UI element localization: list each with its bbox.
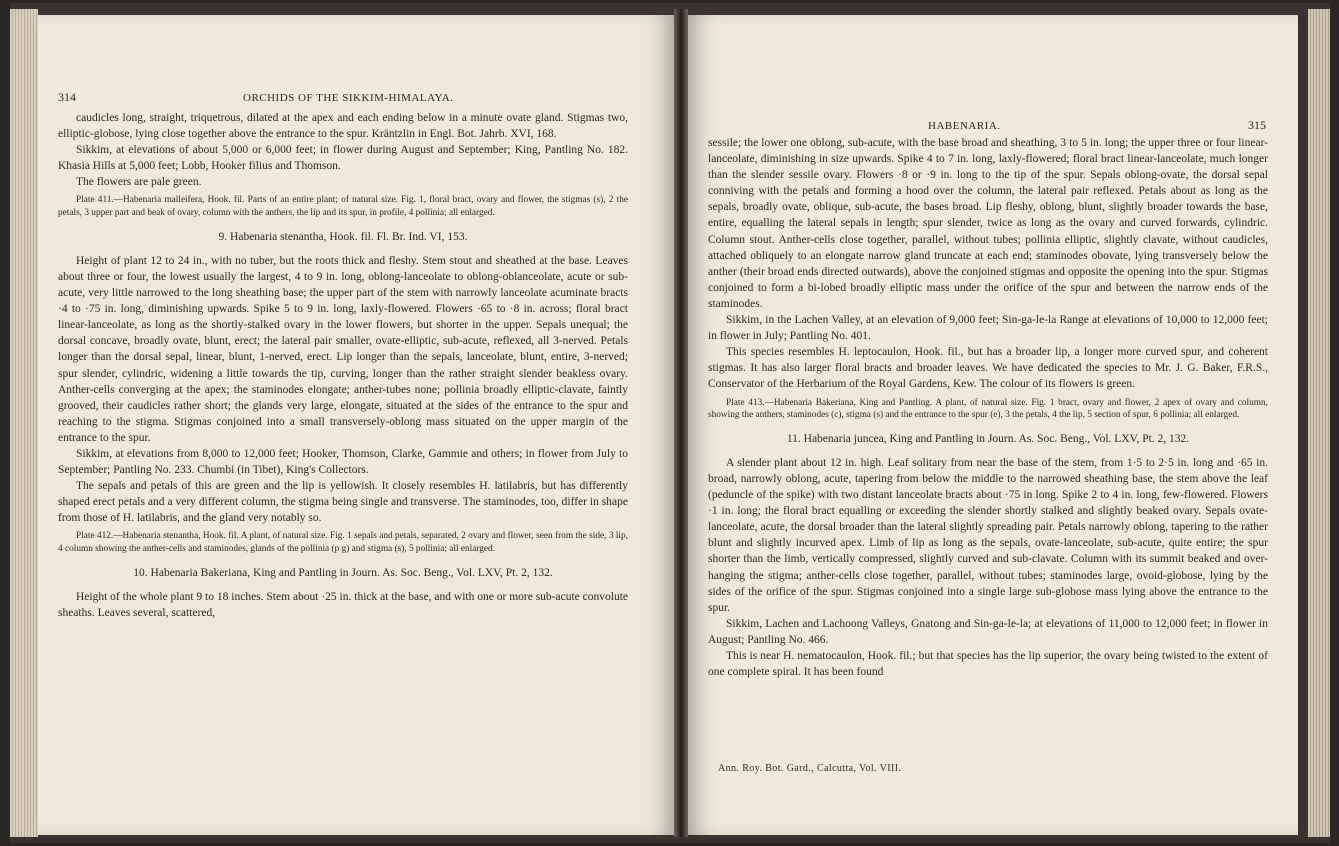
plate-caption: Plate 413.—Habenaria Bakeriana, King and Pantling. A plant, of natural size. Fig. 1 bract, ovary and flower, 2 apex of ovary and column, showing the anthers, staminodes (c), stigma (s) and the entrance to the spur (e), 3 the petals, 4 the lip, 5 section of spur, 6 pollinia; all enlarged. <box>708 397 1268 420</box>
body-paragraph: The sepals and petals of this are green and the lip is yellowish. It closely resembles H. latilabris, but has differently shaped erect petals and a very different column, the stigma being single and transverse. The staminodes, too, differ in shape from those of H. latilabris, and the gland very notably so. <box>58 480 628 525</box>
body-paragraph: sessile; the lower one oblong, sub-acute, with the base broad and sheathing, 3 to 5 in. long; the upper three or four linear-lanceolate, diminishing in size upwards. Spike 4 to 7 in. long, laxly-flowered; floral bract linear-lanceolate, much longer than the slender sessile ovary. Flowers ·8 or ·9 in. long to the tip of the spur. Sepals oblong-ovate, the dorsal sepal conniving with the petals and forming a hood over the column, the lateral pair reflexed. Petals about as long as the sepals, broadly ovate, oblique, sub-acute, the bases broad. Lip fleshy, oblong, blunt, slightly broader towards the base, entire, equalling the lateral sepals in length; spur slender, twice as long as the ovary and curved forwards, cylindric. Column stout. Anther-cells close together, parallel, without tubes; pollinia elliptic, slightly clavate, without caudicles, attached obliquely to an elongate narrow gland truncate at each end; staminodes obovate, lying transversely below the anther (their broad ends directed outwards), above the conjoined stigmas and opposite the opening into the spur. Stigmas conjoined to form a bi-lobed broadly elliptic mass under the orifice of the spur and between the narrow ends of the staminodes. <box>708 137 1268 310</box>
body-paragraph: Sikkim, at elevations from 8,000 to 12,000 feet; Hooker, Thomson, Clarke, Gammie and others; in flower from July to September; Pantling No. 233. Chumbi (in Tibet), King's Collectors. <box>58 448 628 477</box>
left-page-text <box>58 110 628 621</box>
species-heading: 10. Habenaria Bakeriana, King and Pantling in Journ. As. Soc. Beng., Vol. LXV, Pt. 2, 132. <box>133 566 553 579</box>
body-paragraph: A slender plant about 12 in. high. Leaf solitary from near the base of the stem, from 1·5 to 2·5 in. long and ·65 in. broad, narrowly oblong, acute, tapering from below the middle to the narrowed sheathing base, the stem above the leaf (peduncle of the spike) with two distant lanceolate bracts about ·75 in long. Spike 2 to 4 in. long, few-flowered. Flowers ·1 in. long; the floral bract equalling or exceeding the slender shortly stalked and slightly beaked ovary. Sepals ovate-lanceolate, acute, the dorsal broader than the lateral slightly spreading pair. Petals narrowly oblong, tapering to the rather blunt and slightly incurved apex. Limb of lip as long as the sepals, ovate-lanceolate, sub-acute, quite entire; the spur shorter than the limb, vertically compressed, slightly curved and sub-clavate. Column with its summit beaked and over-hanging the stigma; anther-cells close together, parallel, without tubes; staminodes large, ovoid-globose, lying by the sides of the orifice of the spur. Stigmas conjoined into a single large sub-globose mass lying above the entrance to the spur. <box>708 456 1268 614</box>
right-page-edges <box>1308 9 1330 837</box>
running-head: ORCHIDS OF THE SIKKIM-HIMALAYA. <box>243 92 454 104</box>
body-paragraph: Height of plant 12 to 24 in., with no tuber, but the roots thick and fleshy. Stem stout and sheathed at the base. Leaves about three or four, the lowest usually the largest, 4 to 9 in. long, oblong-lanceolate to oblong-oblanceolate, acute or sub-acute, very little narrowed to the long sheathing base; the upper part of the stem with narrowly lanceolate acuminate bracts ·4 to ·75 in. long, diminishing upwards. Spike 5 to 9 in. long, laxly-flowered. Flowers ·65 to ·8 in. across; floral bract linear-lanceolate, as long as the shortly-stalked ovary in the lower flowers, but shorter in the upper. Sepals unequal; the dorsal concave, broadly ovate, blunt, erect; the lateral pair smaller, ovate-elliptic, sub-acute, reflexed, all 3-nerved. Petals longer than the dorsal sepal, linear, blunt, 1-nerved, erect. Lip longer than the sepals, lanceolate, blunt, entire, 3-nerved; spur slender, cylindric, widening a little towards the tip, curving, longer than the rather straight slender beakless ovary. Anther-cells converging at the apex; the staminodes elongate; anther-tubes none; pollinia broadly elliptic-clavate, faintly grooved, their caudicles rather short; the glands very large, elongate, situated at the sides of the entrance to the spur and reaching to the stigma. Stigmas conjoined into a small transversely-oblong mass situated on the upper margin of the entrance to the spur. <box>58 254 628 444</box>
body-paragraph: This is near H. nematocaulon, Hook. fil.; but that species has the lip superior, the ovary being twisted to the extent of one complete spiral. It has been found <box>708 650 1268 679</box>
species-heading: 11. Habenaria juncea, King and Pantling in Journ. As. Soc. Beng., Vol. LXV, Pt. 2, 132. <box>786 432 1190 445</box>
left-page-edges <box>10 9 38 837</box>
page-footer: Ann. Roy. Bot. Gard., Calcutta, Vol. VIII. <box>718 763 902 774</box>
book-gutter <box>674 9 688 837</box>
right-page <box>688 15 1298 835</box>
running-head: HABENARIA. <box>928 120 1001 132</box>
plate-caption: Plate 412.—Habenaria stenantha, Hook. fil. A plant, of natural size. Fig. 1 sepals and petals, separated, 2 ovary and flower, seen from the side, 3 lip, 4 column showing the anther-cells and staminodes, glands of the pollinia (p g) and stigma (s), 5 pollinia; all enlarged. <box>58 531 628 554</box>
page-number: 315 <box>1248 118 1266 132</box>
body-paragraph: Sikkim, at elevations of about 5,000 or 6,000 feet; in flower during August and September; King, Pantling No. 182. Khasia Hills at 5,000 feet; Lobb, Hooker filius and Thomson. <box>58 144 628 173</box>
body-paragraph: This species resembles H. leptocaulon, Hook. fil., but has a broader lip, a longer more curved spur, and coherent stigmas. It has also larger floral bracts and broader leaves. We have dedicated the species to Mr. J. G. Baker, F.R.S., Conservator of the Herbarium of the Royal Gardens, Kew. The colour of its flowers is green. <box>708 346 1268 391</box>
page-number: 314 <box>58 90 76 104</box>
body-paragraph: Sikkim, in the Lachen Valley, at an elevation of 9,000 feet; Sin-ga-le-la Range at elevations of 10,000 to 12,000 feet; in flower in July; Pantling No. 401. <box>708 314 1268 343</box>
body-paragraph: Height of the whole plant 9 to 18 inches. Stem about ·25 in. thick at the base, and with one or more sub-acute convolute sheaths. Leaves several, scattered, <box>58 590 628 619</box>
species-heading: 9. Habenaria stenantha, Hook. fil. Fl. Br. Ind. VI, 153. <box>218 230 468 243</box>
plate-caption: Plate 411.—Habenaria malleifera, Hook. fil. Parts of an entire plant; of natural size. Fig. 1, floral bract, ovary and flower, the stigmas (s), 2 the petals, 3 upper part and beak of ovary, column with the anthers, the lip and its spur, in profile, 4 pollinia; all enlarged. <box>58 195 628 218</box>
left-page <box>38 15 674 835</box>
body-paragraph: Sikkim, Lachen and Lachoong Valleys, Gnatong and Sin-ga-le-la; at elevations of 11,000 to 12,000 feet; in flower in August; Pantling No. 466. <box>708 617 1268 646</box>
body-paragraph: The flowers are pale green. <box>76 176 202 189</box>
right-page-text <box>708 135 1268 680</box>
body-paragraph: caudicles long, straight, triquetrous, dilated at the apex and each ending below in a minute ovate gland. Stigmas two, elliptic-globose, lying close together above the entrance to the spur. Kräntzlin in Engl. Bot. Jahrb. XVI, 168. <box>58 112 628 141</box>
